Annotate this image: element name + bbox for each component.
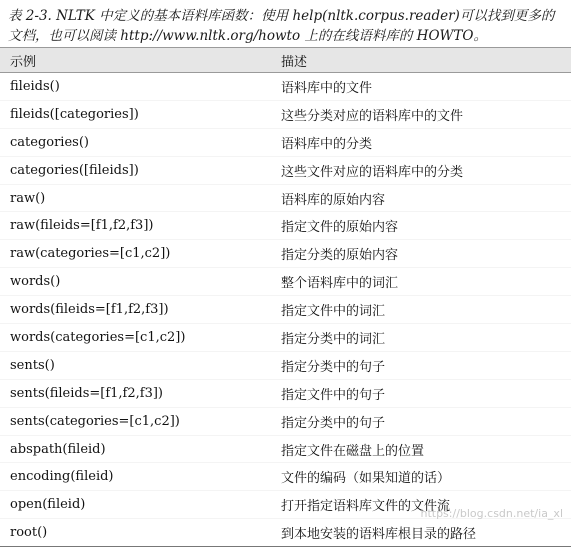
- description-cell: 这些文件对应的语料库中的分类: [281, 164, 464, 180]
- table-row: [0, 185, 571, 213]
- table-body: [0, 73, 571, 547]
- description-cell: 到本地安装的语料库根目录的路径: [281, 527, 477, 543]
- example-cell: abspath(fileid): [10, 441, 106, 457]
- table-header: [0, 47, 571, 73]
- example-cell: raw(fileids=[f1,f2,f3]): [10, 218, 154, 234]
- description-cell: 语料库中的分类: [281, 136, 373, 152]
- table-row: [0, 436, 571, 464]
- example-cell: sents(): [10, 357, 55, 373]
- example-cell: sents(fileids=[f1,f2,f3]): [10, 385, 163, 401]
- example-cell: raw(categories=[c1,c2]): [10, 246, 171, 262]
- description-cell: 指定文件的原始内容: [281, 220, 399, 236]
- table-row: [0, 463, 571, 491]
- corpus-functions-table: [0, 47, 571, 547]
- table-row: [0, 212, 571, 240]
- example-cell: raw(): [10, 190, 46, 206]
- table-caption: 表 2-3. NLTK 中定义的基本语料库函数：使用 help(nltk.corpus.reader)可以找到更多的文档，也可以阅读 http://www.nltk.org/howto 上的在线语料库的 HOWTO。: [8, 8, 555, 44]
- example-cell: open(fileid): [10, 497, 86, 513]
- description-cell: 指定文件中的句子: [281, 387, 386, 403]
- description-cell: 指定文件在磁盘上的位置: [281, 443, 425, 459]
- table-row: [0, 157, 571, 185]
- description-cell: 指定分类中的词汇: [281, 331, 386, 347]
- header-example: 示例: [10, 54, 37, 70]
- example-cell: sents(categories=[c1,c2]): [10, 413, 180, 429]
- description-cell: 文件的编码（如果知道的话）: [281, 471, 451, 487]
- example-cell: fileids(): [10, 78, 60, 94]
- description-cell: 语料库的原始内容: [281, 192, 386, 208]
- example-cell: words(): [10, 274, 61, 290]
- description-cell: 打开指定语料库文件的文件流: [281, 499, 451, 515]
- table-row: [0, 408, 571, 436]
- table-row: [0, 101, 571, 129]
- watermark: https://blog.csdn.net/ia_xl: [420, 507, 563, 520]
- table-row: [0, 129, 571, 157]
- table-row: [0, 268, 571, 296]
- example-cell: fileids([categories]): [10, 106, 139, 122]
- description-cell: 指定文件中的词汇: [281, 304, 386, 320]
- table-row: [0, 324, 571, 352]
- description-cell: 指定分类中的句子: [281, 359, 386, 375]
- table-row: [0, 296, 571, 324]
- example-cell: words(fileids=[f1,f2,f3]): [10, 302, 169, 318]
- example-cell: words(categories=[c1,c2]): [10, 329, 186, 345]
- description-cell: 语料库中的文件: [281, 80, 373, 96]
- header-description: 描述: [281, 54, 308, 70]
- table-row: [0, 519, 571, 547]
- example-cell: root(): [10, 525, 48, 541]
- example-cell: categories([fileids]): [10, 162, 139, 178]
- table-row: [0, 240, 571, 268]
- description-cell: 指定分类的原始内容: [281, 248, 399, 264]
- table-row: [0, 352, 571, 380]
- description-cell: 这些分类对应的语料库中的文件: [281, 108, 464, 124]
- example-cell: categories(): [10, 134, 89, 150]
- description-cell: 指定分类中的句子: [281, 415, 386, 431]
- table-row: [0, 380, 571, 408]
- table-row: [0, 73, 571, 101]
- example-cell: encoding(fileid): [10, 469, 114, 485]
- description-cell: 整个语料库中的词汇: [281, 276, 399, 292]
